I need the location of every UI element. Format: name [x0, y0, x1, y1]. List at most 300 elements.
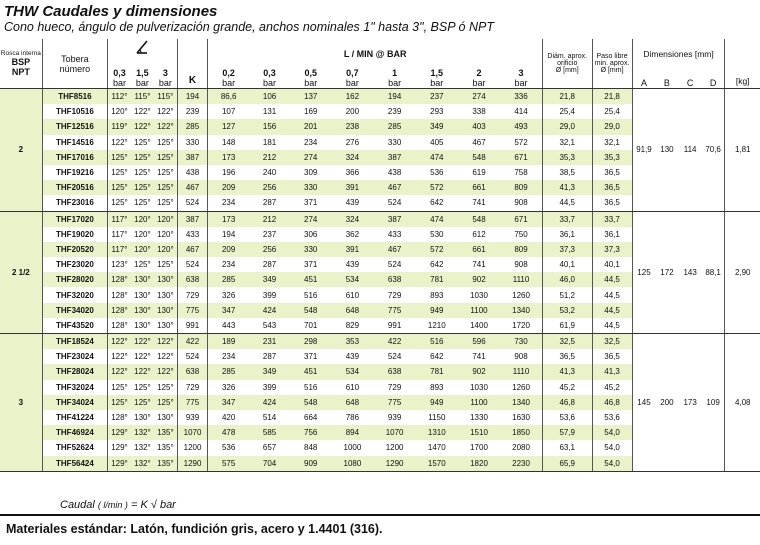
flow-value: 231	[249, 334, 290, 350]
flow-value: 200	[345, 107, 360, 117]
flow-value: 467	[374, 242, 416, 257]
dim-d-header: D	[702, 68, 725, 89]
dimension-value: 200	[655, 334, 678, 472]
spray-angle: 122°	[108, 334, 131, 350]
angle-pressure-2: 1,5 bar	[131, 68, 154, 89]
spray-angle: 125°	[154, 135, 177, 150]
spray-angle: 128°	[108, 318, 131, 334]
flow-value: 750	[500, 227, 542, 242]
flow-value: 1340	[500, 303, 542, 318]
flow-value: 137	[290, 89, 331, 105]
flow-value: 420	[221, 413, 236, 423]
angle-pressure-1: 0,3 bar	[108, 68, 131, 89]
free-passage: 54,0	[592, 456, 632, 472]
flow-value: 181	[262, 137, 277, 147]
free-passage: 36,5	[592, 195, 632, 211]
orifice-diameter: 40,1	[542, 257, 592, 272]
spray-angle: 130°	[131, 272, 154, 287]
flow-value: 256	[249, 180, 290, 195]
formula-unit: ( l/min )	[97, 500, 128, 510]
spray-angle: 125°	[131, 150, 154, 165]
flow-value: 1630	[500, 410, 542, 425]
orifice-diameter: 38,5	[542, 165, 592, 180]
passage-header: Paso libre min. aprox. Ø [mm]	[592, 39, 632, 89]
flow-value: 274	[458, 89, 500, 105]
flow-value: 1100	[458, 395, 500, 410]
spray-angle: 125°	[108, 395, 131, 410]
spray-angle: 125°	[108, 180, 131, 195]
flow-value: 1290	[374, 456, 416, 472]
flow-value: 424	[249, 303, 290, 318]
flow-value: 414	[500, 104, 542, 119]
flow-value: 661	[458, 242, 500, 257]
flow-value: 909	[290, 456, 331, 472]
flow-value: 543	[249, 318, 290, 334]
orifice-diameter: 46,0	[542, 272, 592, 287]
table-body	[0, 89, 760, 472]
k-factor: 991	[177, 318, 208, 334]
flow-value: 1570	[416, 456, 458, 472]
flow-value: 274	[290, 211, 331, 227]
flow-value: 439	[345, 352, 360, 362]
flow-value: 330	[290, 242, 331, 257]
k-factor: 438	[177, 165, 208, 180]
nozzle-number: THF23020	[42, 257, 107, 272]
spray-angle: 125°	[154, 180, 177, 195]
flow-value: 234	[221, 352, 236, 362]
flow-value: 324	[331, 211, 373, 227]
flow-value: 433	[387, 229, 402, 239]
flow-value: 1510	[458, 425, 500, 440]
nozzle-number: THF43520	[42, 318, 107, 334]
orifice-diameter: 65,9	[542, 456, 592, 472]
orifice-diameter: 41,3	[542, 180, 592, 195]
free-passage: 44,5	[592, 272, 632, 287]
nozzle-number: THF12516	[42, 119, 107, 134]
spray-angle: 117°	[108, 211, 131, 227]
free-passage: 37,3	[592, 242, 632, 257]
spray-angle: 120°	[111, 107, 128, 117]
flow-value: 1470	[427, 443, 446, 453]
dim-b-header: B	[655, 68, 678, 89]
flow-value: 642	[416, 195, 458, 211]
spray-angle: 120°	[154, 242, 177, 257]
dimension-value: 109	[702, 334, 725, 472]
flow-value: 661	[458, 180, 500, 195]
flow-value: 387	[374, 150, 416, 165]
nozzle-number: THF34020	[42, 303, 107, 318]
spray-angle: 122°	[131, 119, 154, 134]
k-factor: 467	[177, 180, 208, 195]
spray-angle: 125°	[131, 180, 154, 195]
flow-value: 902	[458, 364, 500, 379]
flow-value: 548	[290, 303, 331, 318]
flow-value: 1850	[500, 425, 542, 440]
flow-value: 809	[500, 242, 542, 257]
dim-a-header: A	[632, 68, 655, 89]
flow-value: 349	[416, 119, 458, 134]
flow-value: 908	[500, 257, 542, 272]
flow-value: 399	[262, 382, 277, 392]
flow-value: 524	[387, 352, 402, 362]
spray-angle: 122°	[131, 334, 154, 350]
flow-value: 443	[208, 318, 249, 334]
flow-value: 729	[387, 382, 402, 392]
page-subtitle: Cono hueco, ángulo de pulverización grande, anchos nominales 1" hasta 3", BSP ó NPT	[4, 20, 494, 34]
orifice-diameter: 53,2	[542, 303, 592, 318]
orifice-diameter: 53,6	[542, 410, 592, 425]
flow-value: 309	[304, 168, 318, 178]
dimension-value: 145	[632, 334, 655, 472]
flow-value: 371	[290, 195, 331, 211]
free-passage: 45,2	[592, 380, 632, 395]
nozzle-number: THF34024	[42, 395, 107, 410]
spray-angle: 128°	[111, 290, 128, 300]
orifice-diameter: 51,2	[542, 287, 592, 302]
flow-value: 596	[458, 334, 500, 350]
spray-angle: 129°	[108, 425, 131, 440]
flow-value: 196	[221, 168, 236, 178]
flow-value: 169	[304, 107, 318, 117]
flow-value: 293	[430, 107, 444, 117]
flow-value: 240	[262, 168, 277, 178]
spray-angle: 129°	[111, 443, 128, 453]
nozzle-number: THF17016	[42, 150, 107, 165]
nozzle-number: THF23016	[42, 195, 107, 211]
dim-c-header: C	[679, 68, 702, 89]
spray-angle: 130°	[154, 287, 177, 302]
flow-value: 894	[331, 425, 373, 440]
flow-value: 256	[249, 242, 290, 257]
flow-value: 524	[387, 260, 402, 270]
flow-value: 786	[345, 413, 360, 423]
flow-value: 391	[331, 242, 373, 257]
orifice-diameter: 25,4	[542, 104, 592, 119]
flow-value: 1720	[500, 318, 542, 334]
thread-size: 3	[0, 334, 42, 472]
flow-value: 131	[262, 107, 277, 117]
angle-pressure-3: 3 bar	[154, 68, 177, 89]
spray-angle: 125°	[154, 195, 177, 211]
flow-value: 939	[387, 413, 402, 423]
orifice-diameter: 37,3	[542, 242, 592, 257]
flow-value: 212	[249, 211, 290, 227]
flow-value: 758	[500, 165, 542, 180]
flow-value: 1330	[470, 413, 488, 423]
flow-value: 1070	[374, 425, 416, 440]
k-factor: 387	[177, 211, 208, 227]
k-factor: 194	[177, 89, 208, 105]
nozzle-number: THF32020	[42, 287, 107, 302]
dimension-value: 91,9	[632, 89, 655, 212]
spray-angle: 122°	[154, 104, 177, 119]
flow-value: 893	[430, 382, 444, 392]
orifice-diameter: 33,7	[542, 211, 592, 227]
flow-value: 1080	[331, 456, 373, 472]
orifice-diameter: 36,1	[542, 227, 592, 242]
flow-value: 287	[262, 260, 277, 270]
spray-angle: 129°	[108, 456, 131, 472]
thread-size: 2 1/2	[0, 211, 42, 334]
spray-angle: 120°	[131, 242, 154, 257]
flow-value: 575	[208, 456, 249, 472]
flow-value: 285	[208, 272, 249, 287]
flow-value: 741	[472, 352, 486, 362]
flow-value: 148	[221, 137, 236, 147]
nozzle-number: THF20520	[42, 242, 107, 257]
flow-value: 534	[331, 272, 373, 287]
flow-value: 516	[304, 290, 318, 300]
spray-angle: 117°	[108, 242, 131, 257]
flow-formula	[60, 499, 176, 511]
flow-value: 514	[262, 413, 277, 423]
free-passage: 21,8	[592, 89, 632, 105]
flow-value: 908	[500, 349, 542, 364]
flow-value: 467	[374, 180, 416, 195]
flow-value: 387	[374, 211, 416, 227]
flow-value: 1150	[428, 413, 446, 423]
flow-pressure-7: 2 bar	[458, 68, 500, 89]
k-factor: 939	[177, 410, 208, 425]
flow-value: 156	[249, 119, 290, 134]
flow-value: 209	[208, 242, 249, 257]
free-passage: 44,5	[592, 303, 632, 318]
formula-label: Caudal	[60, 499, 95, 511]
orifice-diameter: 36,5	[542, 349, 592, 364]
k-factor: 1200	[177, 440, 208, 455]
flow-value: 671	[500, 211, 542, 227]
nozzle-number: THF20516	[42, 180, 107, 195]
flow-value: 781	[416, 272, 458, 287]
free-passage: 36,5	[592, 180, 632, 195]
orifice-diameter: 41,3	[542, 364, 592, 379]
flow-value: 1260	[500, 380, 542, 395]
k-factor: 524	[177, 195, 208, 211]
nozzle-number: THF17020	[42, 211, 107, 227]
nozzle-number: THF52624	[42, 440, 107, 455]
flow-value: 209	[208, 180, 249, 195]
spray-angle: 122°	[111, 137, 128, 147]
formula-expression: = K √ bar	[130, 499, 176, 511]
nozzle-number: THF56424	[42, 456, 107, 472]
orifice-diameter: 61,9	[542, 318, 592, 334]
dimension-value: 125	[632, 211, 655, 334]
flow-value: 516	[416, 334, 458, 350]
flow-value: 648	[331, 395, 373, 410]
flow-table	[0, 39, 760, 472]
free-passage: 46,8	[592, 395, 632, 410]
flow-value: 730	[500, 334, 542, 350]
spray-angle: 125°	[154, 150, 177, 165]
spray-angle: 112°	[108, 89, 131, 105]
flow-value: 701	[290, 318, 331, 334]
flow-value: 610	[345, 382, 360, 392]
flow-value: 298	[290, 334, 331, 350]
free-passage: 44,5	[592, 318, 632, 334]
k-factor: 1290	[177, 456, 208, 472]
flow-value: 189	[208, 334, 249, 350]
free-passage: 44,5	[592, 287, 632, 302]
k-factor: 330	[177, 135, 208, 150]
flow-value: 287	[249, 195, 290, 211]
flow-value: 274	[290, 150, 331, 165]
flow-value: 347	[208, 395, 249, 410]
k-factor: 638	[177, 364, 208, 379]
flow-value: 173	[208, 150, 249, 165]
flow-value: 704	[249, 456, 290, 472]
weight-kg: 4,08	[725, 334, 760, 472]
flow-value: 336	[500, 89, 542, 105]
orifice-diameter: 32,1	[542, 135, 592, 150]
spray-angle: 130°	[134, 413, 151, 423]
flow-pressure-6: 1,5 bar	[416, 68, 458, 89]
free-passage: 54,0	[592, 425, 632, 440]
dimension-value: 130	[655, 89, 678, 212]
nozzle-header: Tobera número	[42, 39, 107, 89]
free-passage: 40,1	[592, 257, 632, 272]
flow-value: 572	[416, 242, 458, 257]
spray-angle: 125°	[154, 395, 177, 410]
flow-value: 237	[262, 229, 277, 239]
flow-value: 371	[304, 352, 318, 362]
flow-value: 638	[374, 272, 416, 287]
free-passage: 32,1	[592, 135, 632, 150]
flow-value: 237	[416, 89, 458, 105]
k-factor: 285	[177, 119, 208, 134]
flow-value: 2080	[500, 440, 542, 455]
nozzle-number: THF28020	[42, 272, 107, 287]
spray-angle: 122°	[108, 364, 131, 379]
flow-value: 741	[458, 195, 500, 211]
flow-value: 238	[331, 119, 373, 134]
materials-footer	[0, 514, 760, 545]
flow-value: 399	[262, 290, 277, 300]
flow-value: 536	[430, 168, 444, 178]
spray-angle: 128°	[108, 303, 131, 318]
thread-header: Rosca interna BSP NPT	[0, 39, 42, 89]
page-title: THW Caudales y dimensiones	[4, 3, 218, 20]
spray-angle: 135°	[154, 456, 177, 472]
orifice-diameter: 57,9	[542, 425, 592, 440]
flow-value: 285	[374, 119, 416, 134]
nozzle-number: THF23024	[42, 349, 107, 364]
k-factor: 1070	[177, 425, 208, 440]
flow-value: 194	[221, 229, 236, 239]
spray-angle: 125°	[134, 260, 151, 270]
flow-value: 572	[500, 135, 542, 150]
nozzle-number: THF32024	[42, 380, 107, 395]
k-factor: 775	[177, 395, 208, 410]
spray-angle: 128°	[108, 272, 131, 287]
spray-angle: 130°	[131, 318, 154, 334]
spray-angle: 125°	[108, 195, 131, 211]
flow-value: 86,6	[208, 89, 249, 105]
spray-angle: 122°	[154, 349, 177, 364]
orifice-diameter: 44,5	[542, 195, 592, 211]
nozzle-number: THF19216	[42, 165, 107, 180]
flow-value: 548	[458, 150, 500, 165]
spray-angle: 120°	[134, 229, 151, 239]
table-row	[0, 334, 760, 350]
free-passage: 25,4	[592, 104, 632, 119]
spray-angle: 117°	[111, 229, 128, 239]
spray-angle: 122°	[131, 364, 154, 379]
materials-text: Materiales estándar: Latón, fundición gris, acero y 1.4401 (316).	[6, 522, 383, 536]
orifice-diameter: 63,1	[542, 440, 592, 455]
spray-angle: 120°	[154, 211, 177, 227]
flow-value: 1110	[500, 364, 542, 379]
flow-value: 572	[416, 180, 458, 195]
flow-value: 403	[458, 119, 500, 134]
spray-angle: 130°	[134, 290, 151, 300]
flow-value: 451	[290, 364, 331, 379]
k-factor: 729	[177, 287, 208, 302]
flow-value: 949	[416, 303, 458, 318]
flow-value: 729	[387, 290, 402, 300]
flow-value: 349	[249, 364, 290, 379]
spray-angle: 125°	[134, 168, 151, 178]
flow-value: 467	[472, 137, 486, 147]
flow-value: 530	[430, 229, 444, 239]
flow-value: 775	[374, 303, 416, 318]
spray-angle: 125°	[111, 382, 128, 392]
spray-angle: 130°	[154, 318, 177, 334]
flow-value: 107	[221, 107, 236, 117]
flow-value: 194	[374, 89, 416, 105]
flow-value: 585	[249, 425, 290, 440]
k-factor: 775	[177, 303, 208, 318]
orifice-diameter: 45,2	[542, 380, 592, 395]
flow-value: 902	[458, 272, 500, 287]
k-factor: 422	[177, 334, 208, 350]
flow-value: 330	[290, 180, 331, 195]
free-passage: 36,5	[592, 165, 632, 180]
weight-kg: 1,81	[725, 89, 760, 212]
flow-value: 1210	[416, 318, 458, 334]
spray-angle: 122°	[134, 352, 151, 362]
flow-value: 239	[387, 107, 402, 117]
flow-value: 439	[331, 195, 373, 211]
spray-angle: 115°	[154, 89, 177, 105]
flow-value: 657	[262, 443, 277, 453]
flow-value: 1310	[416, 425, 458, 440]
free-passage: 41,3	[592, 364, 632, 379]
flow-value: 106	[249, 89, 290, 105]
spray-angle: 123°	[111, 260, 128, 270]
flow-value: 285	[208, 364, 249, 379]
spray-angle: 119°	[108, 119, 131, 134]
k-factor: 729	[177, 380, 208, 395]
nozzle-number: THF41224	[42, 410, 107, 425]
spray-angle: 115°	[131, 89, 154, 105]
flow-value: 451	[290, 272, 331, 287]
flow-value: 741	[472, 260, 486, 270]
flow-value: 1700	[470, 443, 488, 453]
spray-angle: 120°	[154, 227, 177, 242]
flow-value: 516	[304, 382, 318, 392]
flow-value: 439	[345, 260, 360, 270]
spray-angle-header	[108, 39, 178, 68]
nozzle-number: THF10516	[42, 104, 107, 119]
flow-value: 829	[331, 318, 373, 334]
free-passage: 54,0	[592, 440, 632, 455]
weight-kg: 2,90	[725, 211, 760, 334]
flow-value: 391	[331, 180, 373, 195]
flow-value: 756	[290, 425, 331, 440]
spray-angle: 120°	[131, 211, 154, 227]
nozzle-number: THF8516	[42, 89, 107, 105]
flow-pressure-3: 0,5 bar	[290, 68, 331, 89]
